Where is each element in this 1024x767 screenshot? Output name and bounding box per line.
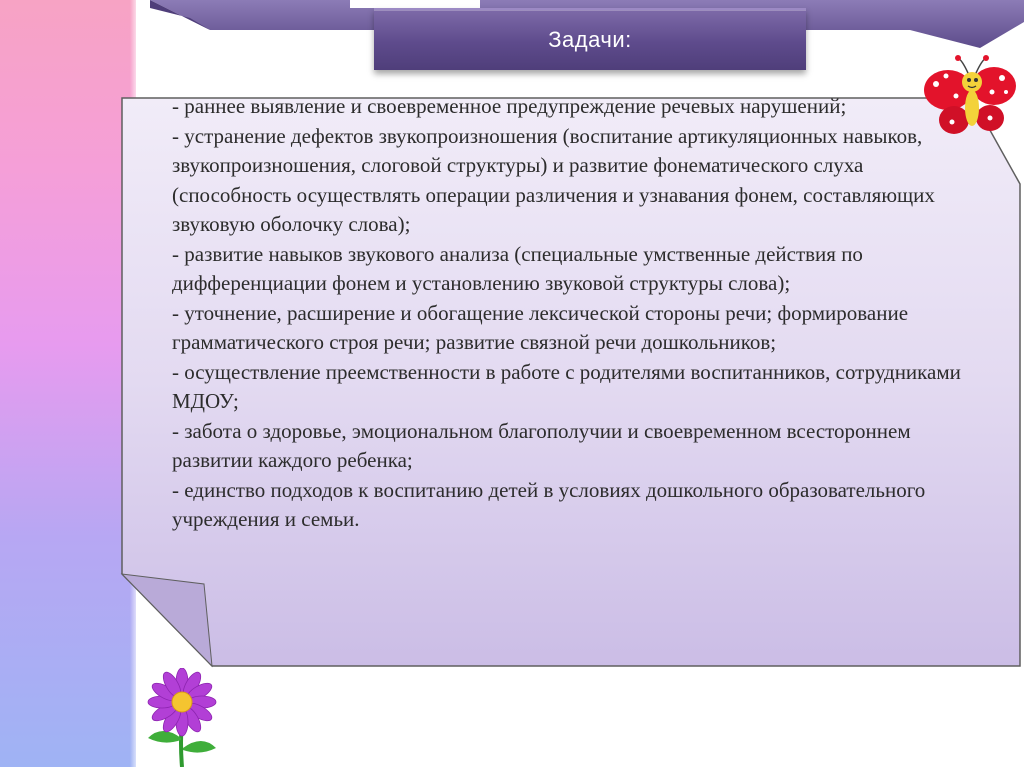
task-item: - раннее выявление и своевременное предупреждение речевых нарушений; (172, 94, 847, 118)
title-banner (374, 8, 806, 70)
task-item: - осуществление преемственности в работе с родителями воспитанников, сотрудниками МДОУ; (172, 359, 961, 413)
flower-icon (134, 668, 230, 767)
butterfly-icon (918, 52, 1024, 142)
task-item: - уточнение, расширение и обогащение лексической стороны речи; формирование грамматического строя речи; развитие связной речи дошкольников; (172, 300, 909, 354)
task-item: - единство подходов к воспитанию детей в условиях дошкольного образовательного учреждения и семьи. (172, 477, 926, 531)
page-title: Задачи: (548, 27, 632, 52)
task-item: - устранение дефектов звукопроизношения (воспитание артикуляционных навыков, звукопроизношения, слоговой структуры) и развитие фонематического слуха (способность осуществлять операции различения и узнавания фонем, составляющих звуковую оболочку слова); (172, 123, 935, 236)
task-list (172, 92, 972, 535)
task-item: - забота о здоровье, эмоциональном благополучии и своевременном всестороннем развитии каждого ребенка; (172, 418, 911, 472)
task-item: - развитие навыков звукового анализа (специальные умственные действия по дифференциации фонем и установлению звуковой структуры слова); (172, 241, 863, 295)
